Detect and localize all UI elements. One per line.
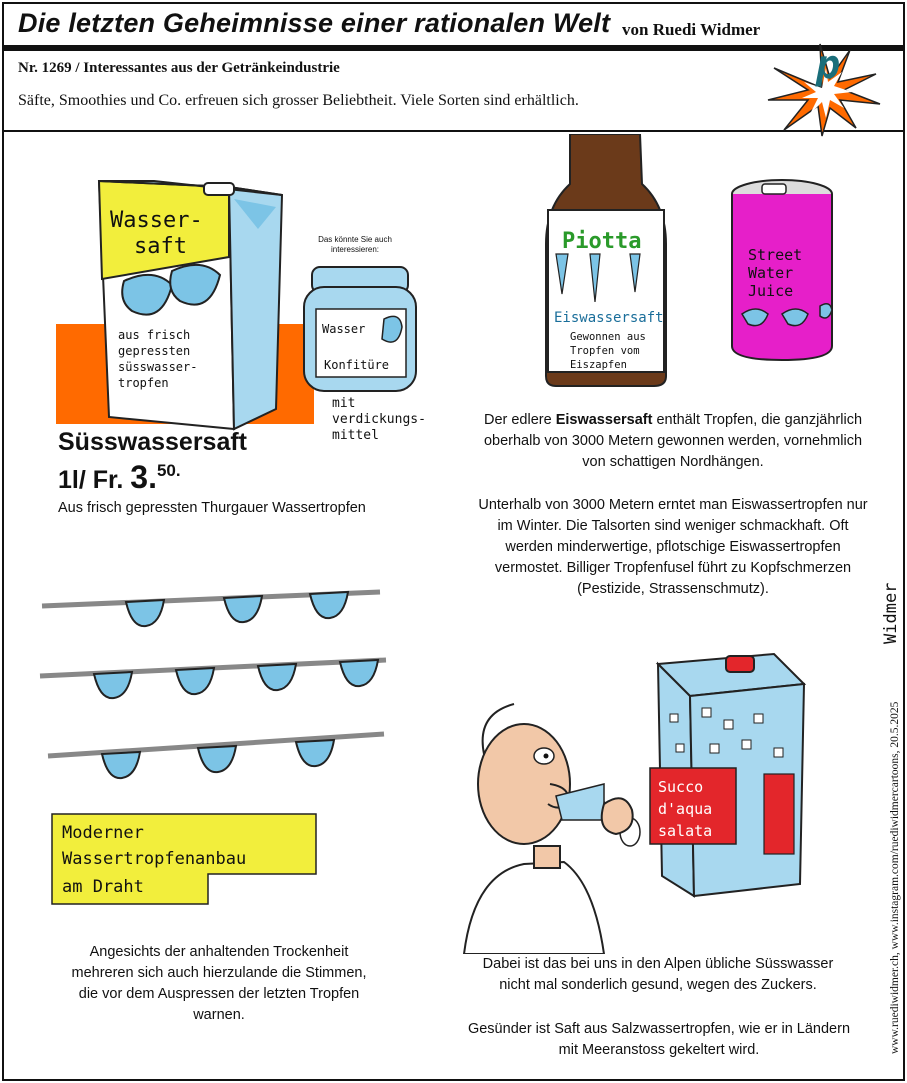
salt-label-2: d'aqua	[658, 800, 713, 818]
carton-text-3: süsswasser-	[118, 360, 198, 374]
water-juice-carton-illustration	[44, 169, 464, 439]
bottle-sub-1: Gewonnen aus	[570, 331, 646, 343]
can-label-3: Juice	[748, 282, 794, 300]
jar-caption-3: mittel	[332, 428, 379, 439]
bottle-brand: Piotta	[562, 229, 642, 254]
jar-note: Das könnte Sie auch interessieren:	[318, 235, 392, 254]
carton-text-4: tropfen	[118, 376, 169, 390]
carton-label-line1: Wasser-	[110, 208, 203, 233]
issue-line: Nr. 1269 / Interessantes aus der Getränkeindustrie	[18, 60, 340, 76]
can-label-1: Street	[748, 246, 803, 264]
bottle-and-can-illustration	[534, 134, 854, 394]
carton-label-line2: saft	[134, 234, 187, 259]
salt-label-1: Succo	[658, 778, 704, 796]
credits-line: www.ruediwidmer.ch, www.instagram.com/ruediwidmercartoons, 20.5.2025	[889, 701, 901, 1054]
ice-caption-rest: enthält Tropfen, die ganzjährlich oberhalb von 3000 Metern gewonnen werden, vornehmlich von schattigen Nordhängen.	[483, 412, 863, 470]
sign-line3: am Draht	[62, 877, 144, 897]
bottle-label: Eiswassersaft	[554, 310, 664, 326]
carton-text-1: aus frisch	[118, 328, 191, 342]
product-description: Aus frisch gepressten Thurgauer Wassertropfen	[58, 500, 366, 516]
salt-label-3: salata	[658, 822, 713, 840]
logo-letter: p	[816, 42, 841, 88]
product-name: Süsswassersaft	[58, 428, 248, 456]
author-byline: von Ruedi Widmer	[622, 20, 761, 39]
water-drop-wires-illustration	[34, 584, 394, 784]
price-main: 3.	[130, 459, 157, 495]
sign-line2: Wassertropfenanbau	[62, 849, 247, 869]
salt-water-caption-2: Gesünder ist Saft aus Salzwassertropfen, wie er in Ländern mit Meeranstoss gekeltert wird.	[467, 1021, 851, 1058]
bottle-sub-2: Tropfen vom	[570, 345, 640, 357]
wire-farming-caption: Angesichts der anhaltenden Trockenheit mehreren sich auch hierzulande die Stimmen, die vor dem Auspressen der letzten Tropfen warnen.	[71, 944, 367, 1023]
jar-caption-1: mit	[332, 396, 356, 411]
salt-water-caption-1: Dabei ist das bei uns in den Alpen übliche Süsswasser nicht mal sonderlich gesund, wegen des Zuckers.	[482, 956, 834, 993]
artist-signature: Widmer	[881, 582, 901, 644]
wire-farming-sign	[48, 812, 328, 912]
bottle-sub-3: Eiszapfen	[570, 359, 627, 371]
product-price	[58, 459, 181, 496]
jar-label-line2: Konfitüre	[324, 358, 390, 372]
can-label-2: Water	[748, 264, 794, 282]
jar-caption-2: verdickungs-	[332, 412, 426, 427]
ice-water-caption-2: Unterhalb von 3000 Metern erntet man Eiswassertropfen nur im Winter. Die Talsorten sind weniger schmackhaft. Oft werden minderwertige, pflotschige Eiswassertropfen vermostet. Billiger Tropfenfusel führt zu Kopfschmerzen (Pestizide, Strassenschmutz).	[478, 497, 868, 597]
publisher-logo-icon	[764, 38, 884, 138]
comic-frame	[2, 2, 905, 1081]
sign-line1: Moderner	[62, 823, 144, 843]
side-credits	[852, 544, 905, 1064]
salt-water-juice-illustration	[454, 644, 824, 954]
price-cents: 50.	[156, 461, 181, 480]
carton-text-2: gepressten	[118, 344, 191, 358]
ice-water-caption	[478, 410, 868, 473]
intro-text: Säfte, Smoothies und Co. erfreuen sich grosser Beliebtheit. Viele Sorten sind erhältlich.	[18, 92, 579, 109]
ice-caption-bold: Eiswassersaft	[555, 412, 653, 428]
price-prefix: 1l/ Fr.	[58, 466, 124, 494]
jar-label-line1: Wasser	[322, 322, 366, 336]
ice-caption-pre: Der edlere	[483, 412, 556, 428]
comic-title: Die letzten Geheimnisse einer rationalen Welt	[18, 8, 611, 38]
